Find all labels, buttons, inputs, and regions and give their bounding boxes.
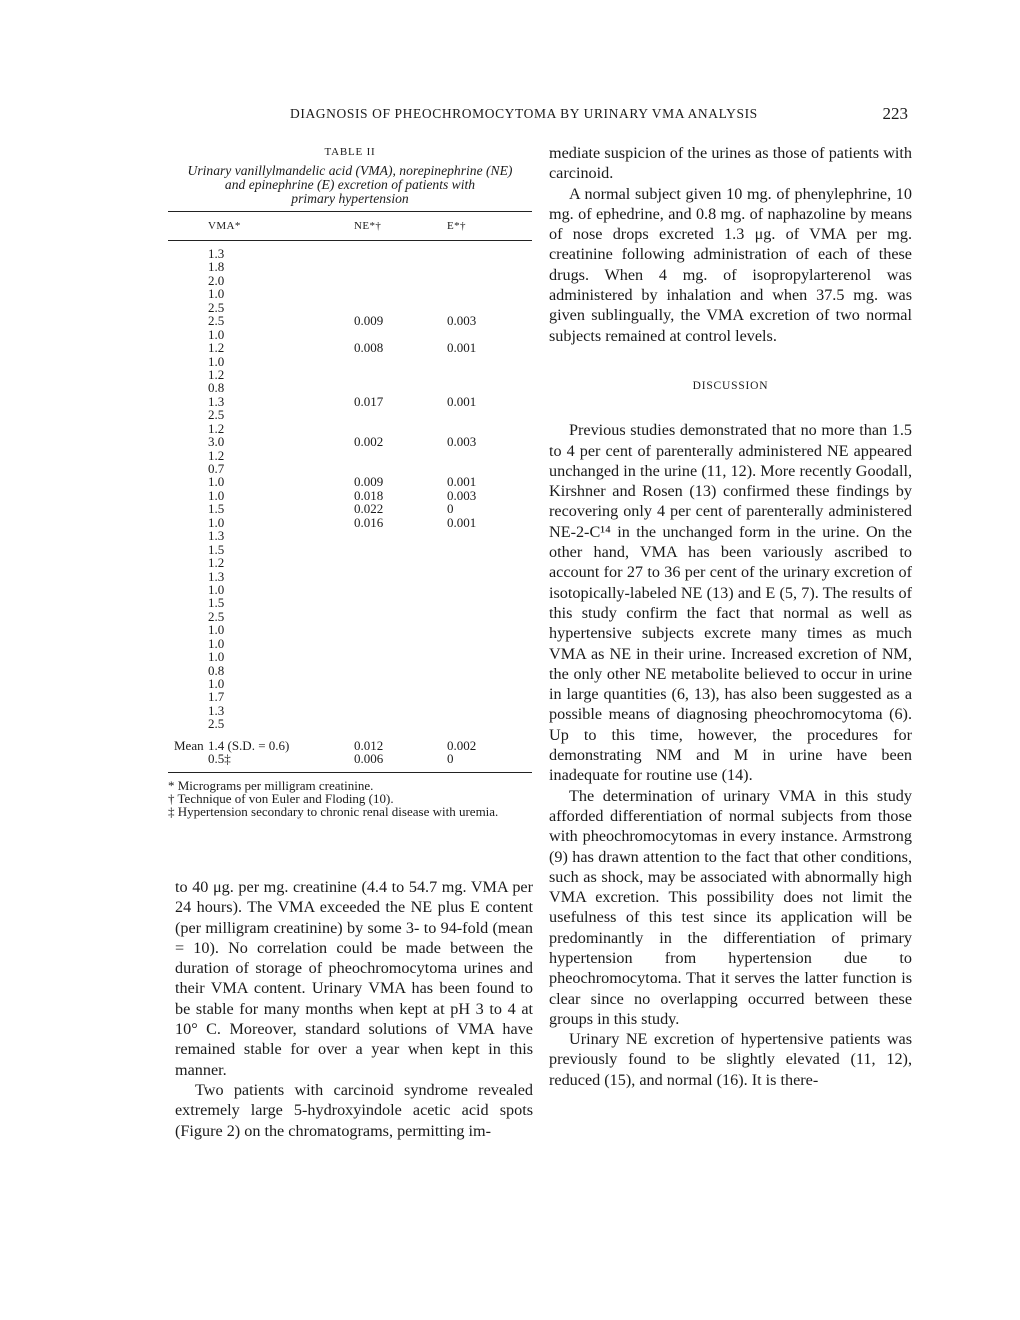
table-row	[168, 341, 532, 354]
cell-vma: 1.3	[208, 393, 225, 409]
table-row	[168, 637, 532, 650]
table-row	[168, 314, 532, 327]
table-row	[168, 449, 532, 462]
table-row	[168, 502, 532, 515]
table-row	[168, 623, 532, 636]
cell-ne: 0.017	[354, 393, 384, 409]
table-row	[168, 556, 532, 569]
table-row	[168, 583, 532, 596]
footnote: ‡ Hypertension secondary to chronic renal disease with uremia.	[168, 804, 499, 820]
cell-vma: 1.0	[208, 353, 225, 369]
cell-vma: 1.0	[208, 649, 225, 665]
table-row	[168, 368, 532, 381]
cell-vma: 1.5	[208, 541, 225, 557]
cell-vma: 1.0	[208, 581, 225, 597]
cell-ne: 0.009	[354, 313, 384, 329]
cell-vma: 0.7	[208, 461, 225, 476]
cell-ne: 0.022	[354, 501, 384, 517]
cell-ne: 0.008	[354, 340, 384, 356]
cell-vma: 0.8	[208, 380, 225, 396]
table-row	[168, 328, 532, 341]
table-row	[168, 664, 532, 677]
column-header-e: E*†	[447, 220, 466, 232]
cell-vma: 1.0	[208, 286, 225, 302]
cell-vma: 1.0	[208, 676, 225, 691]
paragraph: The determination of urinary VMA in this study afforded differentiation of normal subjects from those with pheochromocytomas in every instance. Armstrong (9) has drawn attention to the fact that other conditions, such as shock, may be associated with abnormally high VMA excretion. This possibility does not limit the usefulness of this test since its application will be predominantly in the differentiation of primary hypertension from hypertension due to pheochromocytoma. That it serves the latter function is clear since no overlapping occurred between these groups in this study.	[549, 786, 912, 1028]
cell-e: 0.003	[447, 487, 477, 503]
running-title: DIAGNOSIS OF PHEOCHROMOCYTOMA BY URINARY VMA ANALYSIS	[290, 106, 758, 121]
cell-vma: 1.2	[208, 366, 225, 382]
table-caption	[168, 164, 532, 206]
cell-vma: 1.2	[208, 447, 225, 463]
table-row	[168, 690, 532, 703]
cell-ne: 0.018	[354, 487, 384, 503]
cell-vma: 1.3	[208, 246, 225, 261]
cell-mean-label: Mean	[174, 737, 204, 753]
cell-vma: 1.0	[208, 474, 225, 490]
table-row	[168, 422, 532, 435]
table-row	[168, 475, 532, 488]
table-row-mean	[168, 739, 532, 752]
cell-vma: 1.8	[208, 259, 225, 275]
cell-vma: 1.2	[208, 420, 225, 436]
cell-vma: 1.5	[208, 595, 225, 611]
table-column-headers	[168, 212, 532, 240]
cell-e: 0.001	[447, 514, 477, 530]
cell-vma: 2.5	[208, 608, 225, 624]
table-row	[168, 704, 532, 717]
table-row	[168, 717, 532, 730]
table-row	[168, 516, 532, 529]
cell-vma: 1.4 (S.D. = 0.6)	[208, 737, 290, 753]
table-caption-line: and epinephrine (E) excretion of patients with	[224, 177, 476, 192]
column-header-ne: NE*†	[354, 220, 382, 232]
left-column-text	[175, 877, 533, 1141]
cell-vma: 1.2	[208, 340, 225, 356]
table-ii	[168, 146, 532, 818]
table-row-mean	[168, 752, 532, 765]
cell-e: 0.001	[447, 393, 477, 409]
cell-vma: 1.5	[208, 501, 225, 517]
cell-vma: 0.5‡	[208, 751, 231, 767]
cell-vma: 2.0	[208, 272, 225, 288]
cell-vma: 3.0	[208, 434, 225, 450]
table-body	[168, 247, 532, 766]
cell-e: 0.003	[447, 434, 477, 450]
cell-vma: 1.3	[208, 568, 225, 584]
cell-vma: 1.0	[208, 635, 225, 651]
cell-ne: 0.009	[354, 474, 384, 490]
cell-vma: 1.0	[208, 487, 225, 503]
table-row	[168, 435, 532, 448]
table-title: TABLE II	[324, 146, 376, 158]
table-row	[168, 489, 532, 502]
column-header-vma: VMA*	[208, 220, 241, 232]
table-header-rule	[168, 240, 532, 241]
table-row	[168, 462, 532, 475]
table-row	[168, 260, 532, 273]
paragraph: Previous studies demonstrated that no more than 1.5 to 4 per cent of parenterally administered NE appeared unchanged in the urine (11, 12). More recently Goodall, Kirshner and Rosen (13) confirmed these findings by recovering only 4 per cent of parenterally administered NE-2-C¹⁴ in the unchanged form in the urine. On the other hand, VMA has been variously ascribed to account for 27 to 36 per cent of the urinary excretion of isotopically-labeled NE (13) and E (5, 7). The results of this study confirm the fact that normal as well as hypertensive subjects excrete many times as much VMA as NE in their urine. Increased excretion of NM, the only other NE metabolite believed to occur in urine in large quantities (6, 13), has also been suggested as a possible means of diagnosing pheochromocytoma (6). Up to this time, however, the procedures for demonstrating NM and M in urine have been inadequate for routine use (14).	[549, 421, 912, 785]
right-column-text	[549, 143, 912, 1090]
paragraph: mediate suspicion of the urines as those of patients with carcinoid.	[549, 144, 912, 183]
cell-vma: 2.5	[208, 299, 225, 315]
table-row	[168, 543, 532, 556]
cell-ne: 0.016	[354, 514, 384, 530]
paragraph: Urinary NE excretion of hypertensive patients was previously found to be slightly elevated (11, 12), reduced (15), and normal (16). It is there-	[549, 1030, 912, 1089]
cell-vma: 1.0	[208, 514, 225, 530]
cell-e: 0.001	[447, 474, 477, 490]
table-row	[168, 650, 532, 663]
cell-vma: 2.5	[208, 407, 225, 423]
section-heading-discussion: DISCUSSION	[692, 379, 769, 392]
table-row	[168, 408, 532, 421]
table-bottom-rule	[168, 772, 532, 773]
cell-ne: 0.002	[354, 434, 384, 450]
cell-e: 0.001	[447, 340, 477, 356]
table-row	[168, 381, 532, 394]
table-row	[168, 395, 532, 408]
paragraph: Two patients with carcinoid syndrome revealed extremely large 5-hydroxyindole acetic acid spots (Figure 2) on the chromatograms, permitting im-	[175, 1080, 533, 1140]
cell-vma: 2.5	[208, 313, 225, 329]
table-row	[168, 274, 532, 287]
page-header	[168, 106, 908, 128]
cell-vma: 1.3	[208, 702, 225, 718]
footnote: † Technique of von Euler and Floding (10).	[168, 790, 394, 806]
cell-e: 0.003	[447, 313, 477, 329]
cell-e: 0.002	[447, 737, 477, 753]
cell-ne: 0.006	[354, 751, 384, 767]
table-caption-line: Urinary vanillylmandelic acid (VMA), norepinephrine (NE)	[187, 163, 513, 178]
table-row	[168, 610, 532, 623]
cell-vma: 1.0	[208, 326, 225, 342]
cell-vma: 1.2	[208, 555, 225, 571]
cell-vma: 1.0	[208, 622, 225, 638]
paragraph: to 40 μg. per mg. creatinine (4.4 to 54.7 mg. VMA per 24 hours). The VMA exceeded the NE plus E content (per milligram creatinine) by some 3- to 94-fold (mean = 10). No correlation could be made between the duration of storage of pheochromocytoma urines and their VMA content. Urinary VMA has been found to be stable for many months when kept at pH 3 to 4 at 10° C. Moreover, standard solutions of VMA have remained stable for over a year when kept in this manner.	[175, 878, 533, 1079]
table-row	[168, 287, 532, 300]
cell-ne: 0.012	[354, 737, 384, 753]
cell-vma: 2.5	[208, 716, 225, 732]
cell-vma: 0.8	[208, 662, 225, 678]
table-row	[168, 247, 532, 260]
table-row	[168, 301, 532, 314]
cell-e: 0	[447, 501, 454, 517]
cell-vma: 1.7	[208, 689, 225, 705]
table-footnotes	[168, 779, 532, 819]
table-caption-line: primary hypertension	[291, 191, 409, 206]
paragraph: A normal subject given 10 mg. of phenylephrine, 10 mg. of ephedrine, and 0.8 mg. of naphazoline by means of nose drops excreted 1.3 μg. of VMA per mg. creatinine following administration of each of these drugs. When 4 mg. of isopropylarterenol was administered by inhalation and when 37.5 mg. was given sublingually, the VMA excretion of two normal subjects remained at control levels.	[549, 184, 912, 345]
table-row	[168, 355, 532, 368]
page-number: 223	[882, 104, 908, 123]
table-row	[168, 677, 532, 690]
cell-vma: 1.3	[208, 528, 225, 544]
footnote: * Micrograms per milligram creatinine.	[168, 777, 374, 793]
table-row	[168, 570, 532, 583]
table-row	[168, 529, 532, 542]
table-row	[168, 596, 532, 609]
cell-e: 0	[447, 751, 454, 767]
